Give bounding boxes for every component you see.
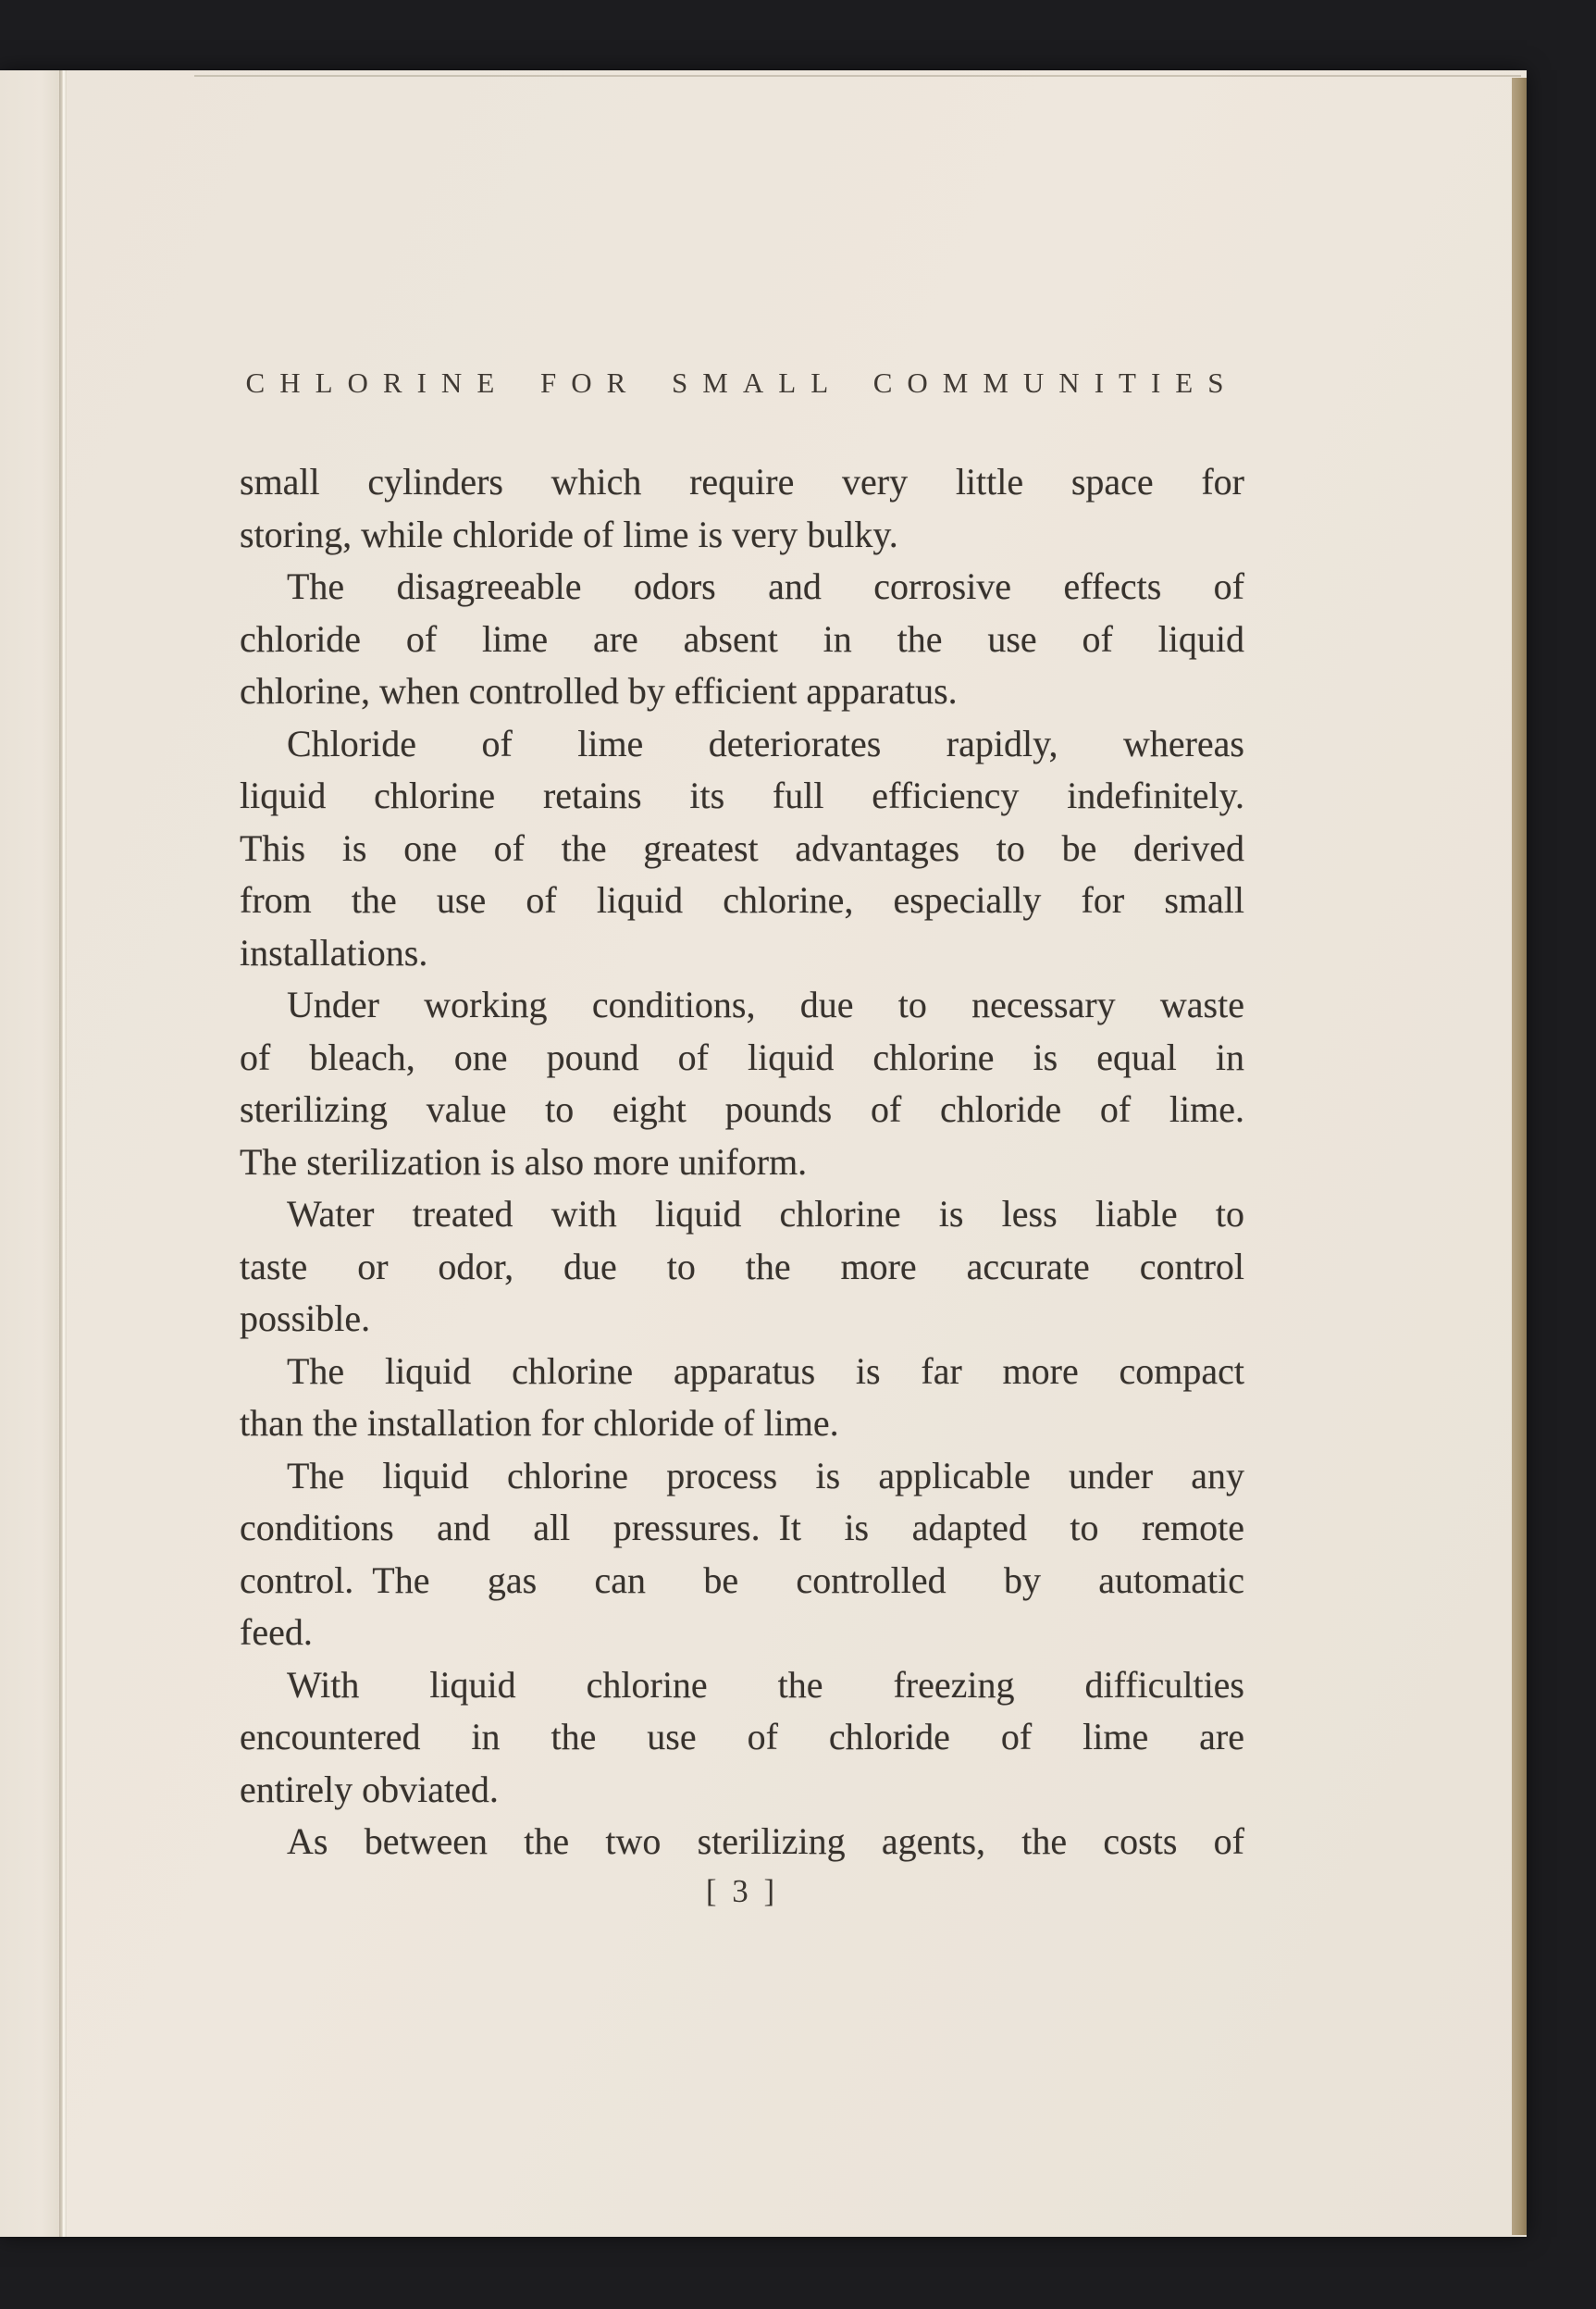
text-line: installations.: [240, 931, 428, 974]
text-line: chlorine, when controlled by efficient apparatus.: [240, 670, 958, 712]
text-line: Chloride of lime deteriorates rapidly, whereas: [287, 722, 1244, 764]
text-line: chloride of lime are absent in the use of liquid: [240, 617, 1244, 660]
page-number: [ 3 ]: [705, 1873, 779, 1909]
text-line: possible.: [240, 1297, 371, 1339]
facing-page-edge: [0, 70, 59, 2237]
book-page: [0, 70, 1527, 2237]
text-line: The liquid chlorine apparatus is far more compact: [287, 1349, 1244, 1392]
text-line: small cylinders which require very little space for: [240, 461, 1244, 503]
text-line: control. The gas can be controlled by automatic: [240, 1558, 1244, 1601]
page-content: [240, 70, 1244, 2237]
text-line: storing, while chloride of lime is very bulky.: [240, 513, 898, 555]
text-line: from the use of liquid chlorine, especially for small: [240, 879, 1244, 921]
text-line: of bleach, one pound of liquid chlorine is equal in: [240, 1036, 1244, 1078]
book-block-edge: [1512, 78, 1527, 2235]
text-line: feed.: [240, 1611, 313, 1653]
text-line: liquid chlorine retains its full efficiency indefinitely.: [240, 775, 1244, 816]
text-line: taste or odor, due to the more accurate control: [240, 1245, 1244, 1287]
text-line: sterilizing value to eight pounds of chloride of lime.: [240, 1088, 1244, 1130]
text-line: than the installation for chloride of lime.: [240, 1402, 839, 1444]
text-line: encountered in the use of chloride of lime are: [240, 1716, 1244, 1757]
text-line: Water treated with liquid chlorine is less liable to: [287, 1193, 1244, 1235]
text-line: The disagreeable odors and corrosive effects of: [287, 565, 1244, 607]
text-line: This is one of the greatest advantages to be derived: [240, 826, 1244, 869]
text-line: conditions and all pressures. It is adapted to remote: [240, 1507, 1244, 1548]
text-line: entirely obviated.: [240, 1768, 499, 1810]
text-line: As between the two sterilizing agents, the costs of: [287, 1820, 1244, 1862]
body-text: [240, 456, 1244, 1868]
running-header: CHLORINE FOR SMALL COMMUNITIES: [245, 366, 1239, 399]
text-line: Under working conditions, due to necessary waste: [287, 984, 1244, 1025]
text-line: The liquid chlorine process is applicable under any: [287, 1454, 1244, 1496]
gutter-crease: [59, 70, 67, 2237]
text-line: The sterilization is also more uniform.: [240, 1140, 808, 1183]
text-line: With liquid chlorine the freezing difficulties: [287, 1663, 1244, 1706]
